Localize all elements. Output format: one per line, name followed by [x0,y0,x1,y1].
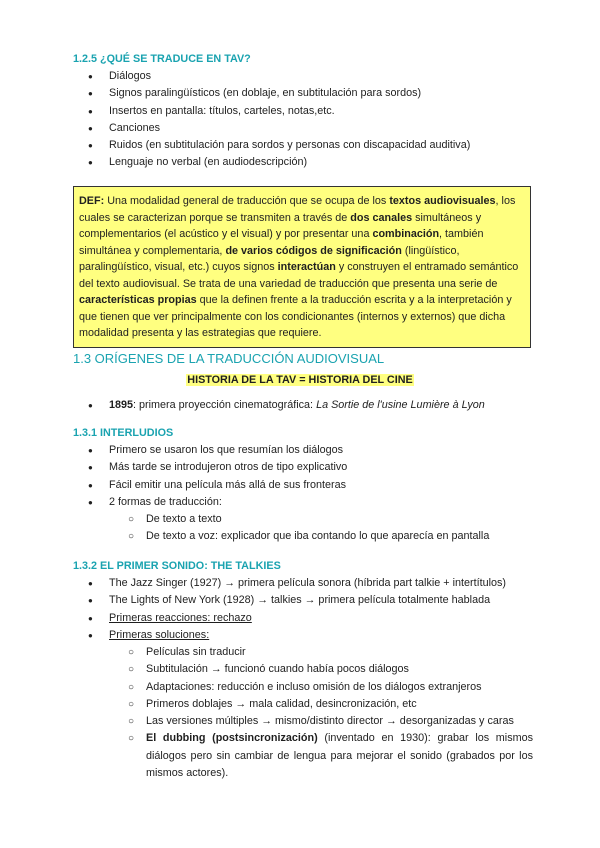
dubbing-term: El dubbing (postsincronización) [146,732,318,745]
sublist-item: ○ Adaptaciones: reducción e incluso omisión de los diálogos extranjeros [128,679,533,696]
history-highlight: HISTORIA DE LA TAV = HISTORIA DEL CINE [187,374,413,386]
year-text: : primera proyección cinematográfica: [133,399,317,411]
def-text: , los cuales se caracterizan porque se transmiten a través de [79,195,516,224]
dubbing-text: (inventado en 1930): grabar los mismos diálogos pero sin cambiar de lengua para mejorar el sonido (grabados por los mismos actores). [146,732,533,780]
list-item: ● 2 formas de traducción: [88,494,538,511]
sublist-item: ○ De texto a texto [128,511,533,528]
list-item: ● Signos paralingüísticos (en doblaje, en subtitulación para sordos) [88,85,538,102]
sublist-item: ○ De texto a voz: explicador que iba contando lo que aparecía en pantalla [128,528,533,545]
list-item: ● Insertos en pantalla: títulos, carteles, notas,etc. [88,103,538,120]
list-item: ● The Lights of New York (1928) → talkies → primera película totalmente hablada [88,592,538,609]
list-item: ● Más tarde se introdujeron otros de tipo explicativo [88,459,538,476]
list-item: ● Ruidos (en subtitulación para sordos y personas con discapacidad auditiva) [88,137,538,154]
list-item: ● Primero se usaron los que resumían los diálogos [88,442,538,459]
list-origins [88,397,538,414]
sublist-item: ○ Primeros doblajes → mala calidad, desincronización, etc [128,696,533,713]
sublist-item: ○ Subtitulación → funcionó cuando había pocos diálogos [128,661,533,678]
definition-label: DEF: [79,195,105,207]
section-heading-1-3-2: 1.3.2 EL PRIMER SONIDO: THE TALKIES [73,560,281,572]
def-text: simultáneos y complementarios (el acústico y el visual) y por presentar una [79,211,482,240]
def-text: que la definen frente a la traducción escrita y a la interpretación y que tienen que ver principalmente con los condicionantes (internos y externos) que dicha modalidad presenta y las estrategias que requiere. [79,294,512,339]
def-text: Una modalidad general de traducción que se ocupa de los [104,195,390,207]
def-text: (lingüístico, paralingüístico, visual, etc.) cuyos signos [79,244,460,273]
def-bold: dos canales [350,211,413,224]
list-item: ● The Jazz Singer (1927) → primera película sonora (híbrida part talkie + intertítulos) [88,575,538,592]
list-item: ● Diálogos [88,68,538,85]
def-text: y construyen el entramado semántico del texto audiovisual. Se trata de una variedad de traducción que presenta una serie de [79,261,519,290]
def-bold: textos audiovisuales [389,195,496,207]
def-text: , también simultánea y complementaria, [79,228,484,257]
list-item: ● Fácil emitir una película más allá de sus fronteras [88,477,538,494]
history-title [0,372,600,389]
list-item: ● Primeras soluciones: [88,627,538,644]
list-item: ● Lenguaje no verbal (en audiodescripción) [88,154,538,171]
def-bold: características propias [79,294,197,306]
list-item: ● Canciones [88,120,538,137]
sublist-item: ○ Películas sin traducir [128,644,533,661]
definition-box [73,186,531,348]
def-bold: combinación [372,228,440,240]
year: 1895 [109,399,134,411]
sublist-item: ○ Las versiones múltiples → mismo/distinto director → desorganizadas y caras [128,713,533,730]
list-interludes [88,442,538,511]
section-heading-1-3-1: 1.3.1 INTERLUDIOS [73,427,174,439]
def-bold: de varios códigos de significación [225,244,402,257]
section-heading-1-3: 1.3 ORÍGENES DE LA TRADUCCIÓN AUDIOVISUAL [73,351,385,366]
sublist-first-solutions [128,644,533,782]
list-talkies [88,575,538,644]
film-title: La Sortie de l'usine Lumière à Lyon [316,399,485,411]
sublist-translation-forms [128,511,533,546]
def-bold: interactúan [277,261,336,273]
sublist-item-dubbing [128,730,533,782]
list-item: ● Primeras reacciones: rechazo [88,610,538,627]
section-heading-1-2-5: 1.2.5 ¿QUÉ SE TRADUCE EN TAV? [73,53,251,65]
list-what-is-translated [88,68,538,172]
list-item [88,397,538,414]
